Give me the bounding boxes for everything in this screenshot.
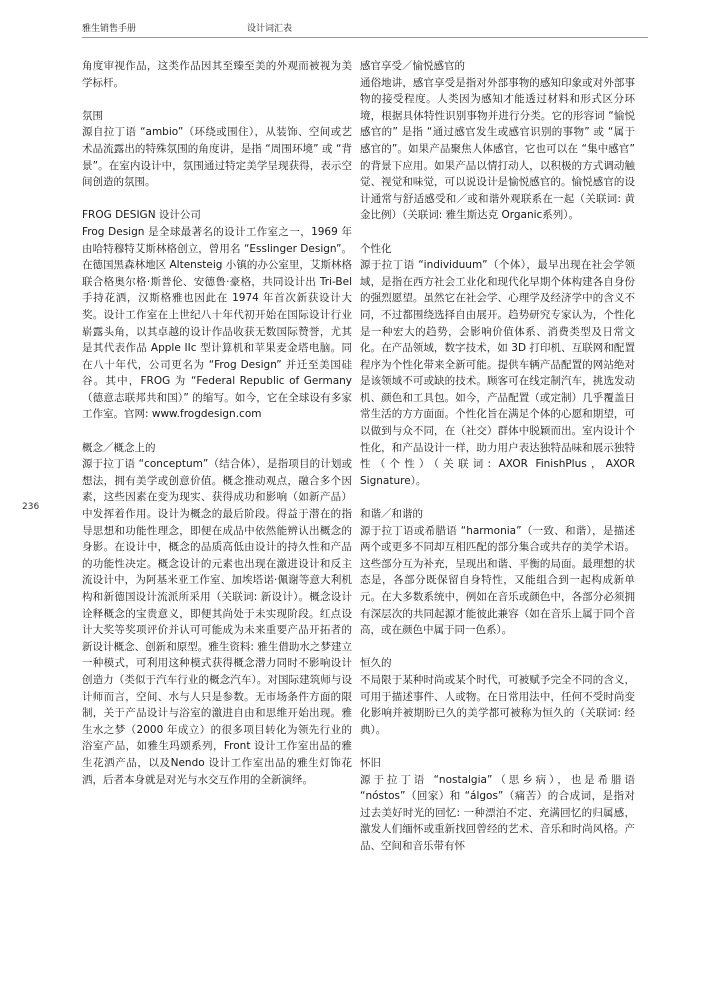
entry-body: Frog Design 是全球最著名的设计工作室之一，1969 年由哈特穆特艾斯林格创立，曾用名 “Esslinger Design”。在德国黑森林地区 Altensteig 小镇的办公室里，艾斯林格联合格奥尔格·斯普伦、安德鲁·豪格，共同设计出 Tri-Bel 手持花洒，汉斯格雅也因此在 1974 年首次新获设计大奖。设计工作室在上世纪八十年代初开始在国际设计行业崭露头角，以其卓越的设计作品收获无数国际赞誉，尤其是其代表作品 Apple IIc 型计算机和苹果麦金塔电脑。同在八十年代，公司更名为 “Frog Design” 并迁至美国硅谷。其中，FROG 为 “Federal Republic of Germany（德意志联邦共和国）” 的缩写。如今，它在全球设有多家工作室。官网: www.frogdesign.com (82, 225, 352, 421)
entry-term: 恒久的 (360, 657, 392, 670)
entry-term: 和谐／和谐的 (360, 508, 423, 521)
header-rule (82, 37, 648, 38)
entry-body: 源于拉丁语 “individuum”（个体），最早出现在社会学领域，是指在西方社会工业化和现代化早期个体构建各自身份的强烈愿望。虽然它在社会学、心理学及经济学中的含义不同，不过都围绕选择自由展开。趋势研究专家认为，个性化是一种宏大的趋势，会影响价值体系、消费类型及日常文化。在产品领域，数字技术，如 3D 打印机、互联网和配置程序为个性化带来全新可能。提供车辆产品配置的网站绝对是该领域不可或缺的技术。顾客可在线定制汽车，挑选发动机、颜色和工具包。如今，产品配置（或定制）几乎覆盖日常生活的方方面面。个性化旨在满足个体的心愿和期望，可以做到与众不同，在（社交）群体中脱颖而出。室内设计个性化，和产品设计一样，助力用户表达独特品味和展示独特性（个性）（关联词: AXOR FinishPlus，AXOR Signature）。 (360, 259, 635, 487)
glossary-entry (360, 241, 635, 490)
entry-term: 氛围 (82, 109, 103, 122)
glossary-entry (360, 58, 635, 224)
entry-body: 角度审视作品，这类作品因其至臻至美的外观而被视为美学标杆。 (82, 60, 352, 89)
entry-body: 源于拉丁语 “conceptum”（结合体），是指项目的计划或想法，拥有美学或创意价值。概念推动观点，融合多个因素，这些因素在变为现实、获得成功和影响（如新产品）中发挥着作用。设计为概念的最后阶段。得益于潜在的指导思想和功能性理念，即便在成品中依然能辨认出概念的身影。在设计中，概念的品质高低由设计的持久性和产品的功能性决定。概念设计的元素也出现在激进设计和反主流设计中，为阿基米亚工作室、加埃塔诺·佩谢等意大利机构和新德国设计流派所采用（关联词: 新设计）。概念设计诠释概念的宝贵意义，即便其尚处于未实现阶段。红点设计大奖等奖项评价并认可可能成为未来重要产品开拓者的新设计概念、创新和原型。雅生资料: 雅生借助水之梦建立一种模式，可利用这种模式获得概念潜力同时不影响设计创造力（类似于汽车行业的概念汽车）。对国际建筑师与设计师而言，空间、水与人只是参数。无市场条件方面的限制，关于产品设计与浴室的激进自由和思维开始出现。雅生水之梦（2000 年成立）的很多项目转化为领先行业的浴室产品，如雅生玛颂系列，Front 设计工作室出品的雅生花洒产品，以及Nendo 设计工作室出品的雅生灯饰花洒，后者本身就是对光与水交互作用的全新演绎。 (82, 458, 352, 786)
entry-body: 源于拉丁语 “nostalgia”（思乡病），也是希腊语 “nóstos”（回家）和 “álgos”（痛苦）的合成词，是指对过去美好时光的回忆: 一种漂泊不定、充满回忆的归属感，激发人们缅怀或重新找回曾经的艺术、音乐和时尚风格。产品、空间和音乐带有怀 (360, 773, 635, 852)
entry-term: 怀旧 (360, 756, 381, 769)
entry-term: 个性化 (360, 242, 392, 255)
entry-body: 不局限于某种时尚或某个时代，可被赋予完全不同的含义，可用于描述事件、人或物。在日常用法中，任何不受时尚变化影响并被期盼已久的美学都可被称为恒久的（关联词: 经典）。 (360, 673, 635, 736)
running-header (0, 0, 707, 40)
left-column (82, 58, 352, 805)
entry-term: FROG DESIGN 设计公司 (82, 209, 201, 222)
header-section-title: 设计词汇表 (247, 24, 293, 34)
entry-body: 源于拉丁语或希腊语 “harmonia”（一致、和谐），是描述两个或更多不同却互相匹配的部分集合或共存的美学术语。这些部分互为补充，呈现出和谐、平衡的局面。最理想的状态是，各部分既保留自身特性，又能组合到一起构成新单元。在大多数系统中，例如在音乐或颜色中，各部分必须拥有深层次的共同起源才能彼此兼容（如在音乐上属于同个音高，或在颜色中属于同一色系）。 (360, 524, 635, 637)
glossary-entry (82, 440, 352, 788)
right-column (360, 58, 635, 871)
glossary-entry (360, 506, 635, 639)
glossary-entry (360, 655, 635, 738)
entry-term: 概念／概念上的 (82, 441, 156, 454)
entry-body: 源自拉丁语 “ambio”（环绕或围住），从装饰、空间或艺术品流露出的特殊氛围的角度讲，是指 “周围环境” 或 “背景”。在室内设计中，氛围通过特定美学呈现获得，表示空间创造的氛围。 (82, 126, 352, 189)
glossary-entry (82, 108, 352, 191)
entry-term: 感官享受／愉悦感官的 (360, 60, 465, 72)
glossary-entry (360, 755, 635, 855)
glossary-entry (82, 207, 352, 423)
glossary-entry (82, 58, 352, 91)
entry-body: 通俗地讲，感官享受是指对外部事物的感知印象或对外部事物的接受程度。人类因为感知才能透过材料和形式区分环境，根据具体特性识别事物并进行分类。它的形容词 “愉悦感官的” 是指 “通过感官发生或感官识别的事物” 或 “属于感官的”。如果产品聚焦人体感官，它也可以在 “集中感官” 的背景下应用。如果产品以情打动人，以积极的方式调动触觉、视觉和味觉，可以说设计是愉悦感官的。愉悦感官的设计通常与舒适感受和／或和谐外观联系在一起（关联词: 黄金比例）（关联词: 雅生斯达克 Organic系列）。 (360, 76, 635, 222)
header-book-title: 雅生销售手册 (82, 24, 137, 34)
page-number: 236 (22, 502, 40, 512)
